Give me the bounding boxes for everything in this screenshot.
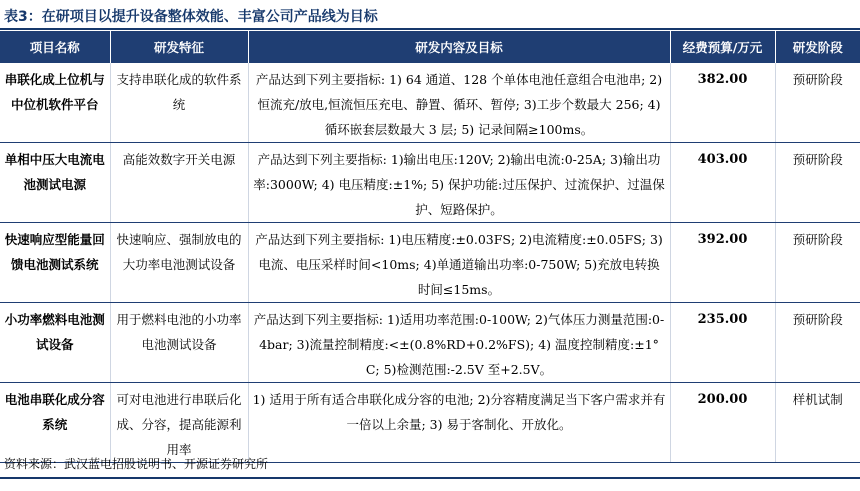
table-title: 表3：在研项目以提升设备整体效能、丰富公司产品线为目标 <box>4 9 378 25</box>
project-feature: 用于燃料电池的小功率电池测试设备 <box>110 303 248 383</box>
project-stage: 预研阶段 <box>775 303 860 383</box>
bottom-rule <box>0 477 860 479</box>
table-row <box>0 303 860 383</box>
project-budget: 392.00 <box>670 223 775 303</box>
header-budget: 经费预算/万元 <box>670 31 775 63</box>
project-name: 电池串联化成分容系统 <box>0 383 110 463</box>
top-rule <box>0 28 860 30</box>
project-budget: 403.00 <box>670 143 775 223</box>
project-content: 产品达到下列主要指标: 1)电压精度:±0.03FS; 2)电流精度:±0.05FS; 3)电流、电压采样时间<10ms; 4)单通道输出功率:0-750W; 5)充放电转换时间≤15ms。 <box>248 223 670 303</box>
project-stage: 预研阶段 <box>775 63 860 143</box>
header-feature: 研发特征 <box>110 31 248 63</box>
project-stage: 预研阶段 <box>775 223 860 303</box>
rd-projects-table <box>0 31 860 463</box>
project-name: 快速响应型能量回馈电池测试系统 <box>0 223 110 303</box>
table-row <box>0 383 860 463</box>
header-stage: 研发阶段 <box>775 31 860 63</box>
header-content: 研发内容及目标 <box>248 31 670 63</box>
project-content: 产品达到下列主要指标: 1)输出电压:120V; 2)输出电流:0-25A; 3)输出功率:3000W; 4) 电压精度:±1%; 5) 保护功能:过压保护、过流保护、过温保护、短路保护。 <box>248 143 670 223</box>
project-feature: 支持串联化成的软件系统 <box>110 63 248 143</box>
project-feature: 快速响应、强制放电的大功率电池测试设备 <box>110 223 248 303</box>
header-project-name: 项目名称 <box>0 31 110 63</box>
project-feature: 可对电池进行串联后化成、分容，提高能源利用率 <box>110 383 248 463</box>
project-budget: 382.00 <box>670 63 775 143</box>
project-content: 产品达到下列主要指标: 1) 64 通道、128 个单体电池任意组合电池串; 2) 恒流充/放电,恒流恒压充电、静置、循环、暂停; 3)工步个数最大 256; 4) 循环嵌套层数最大 3 层; 5) 记录间隔≥100ms。 <box>248 63 670 143</box>
project-feature: 高能效数字开关电源 <box>110 143 248 223</box>
project-budget: 200.00 <box>670 383 775 463</box>
source-note: 资料来源：武汉蓝电招股说明书、开源证券研究所 <box>4 457 269 471</box>
table-row <box>0 63 860 143</box>
project-name: 单相中压大电流电池测试电源 <box>0 143 110 223</box>
table-header-row <box>0 31 860 63</box>
project-name: 串联化成上位机与中位机软件平台 <box>0 63 110 143</box>
project-budget: 235.00 <box>670 303 775 383</box>
project-content: 1) 适用于所有适合串联化成分容的电池; 2)分容精度满足当下客户需求并有一倍以上余量; 3) 易于客制化、开放化。 <box>248 383 670 463</box>
project-stage: 样机试制 <box>775 383 860 463</box>
project-content: 产品达到下列主要指标: 1)适用功率范围:0-100W; 2)气体压力测量范围:0-4bar; 3)流量控制精度:<±(0.8%RD+0.2%FS); 4) 温度控制精度:±1° C; 5)检测范围:-2.5V 至+2.5V。 <box>248 303 670 383</box>
table-row <box>0 223 860 303</box>
table-row <box>0 143 860 223</box>
project-name: 小功率燃料电池测试设备 <box>0 303 110 383</box>
project-stage: 预研阶段 <box>775 143 860 223</box>
